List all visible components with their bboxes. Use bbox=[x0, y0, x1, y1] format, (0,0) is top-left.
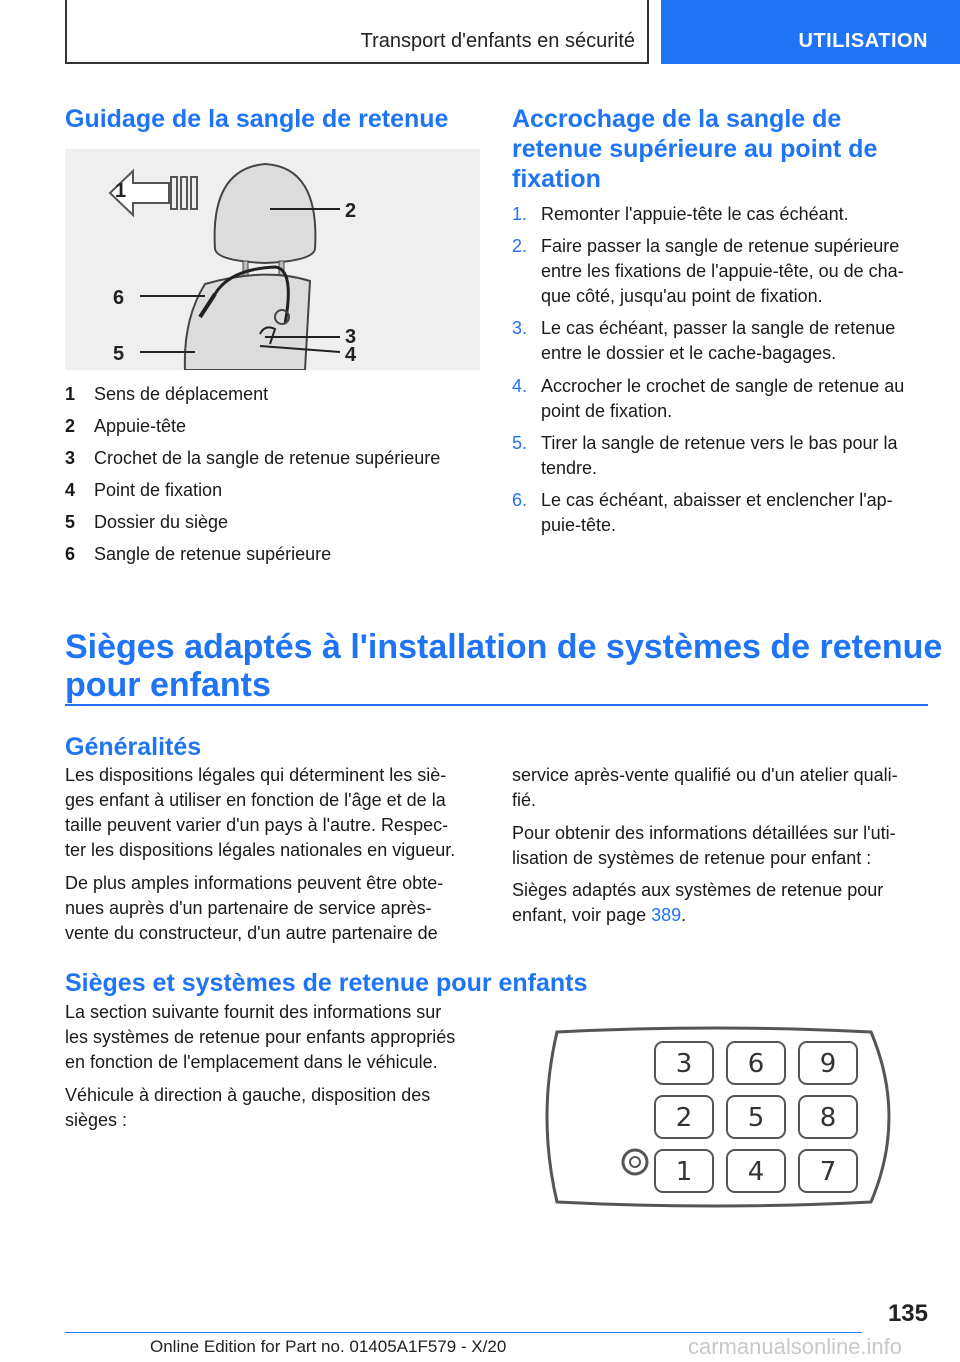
footer-edition: Online Edition for Part no. 01405A1F579 - X/20 bbox=[150, 1337, 507, 1356]
header-chapter-box bbox=[65, 0, 649, 64]
step-item: 4. Accrocher le crochet de sangle de retenue au point de fixation. bbox=[512, 376, 905, 421]
footer-divider bbox=[65, 1332, 862, 1333]
header-chapter: Transport d'enfants en sécurité bbox=[360, 30, 635, 52]
generalites-left-para1: Les dispositions légales qui déterminent les siè- ges enfant à utiliser en fonction de l'âge et de la taille peuvent varier d'un pays à l'autre. Respec- ter les dispositions légales nationales en vigueur. bbox=[65, 765, 456, 860]
generalites-heading: Généralités bbox=[65, 733, 202, 761]
systemes-heading: Sièges et systèmes de retenue pour enfants bbox=[65, 969, 588, 997]
systemes-para2: Véhicule à direction à gauche, disposition des sièges : bbox=[65, 1085, 431, 1130]
page-link[interactable]: 389 bbox=[651, 905, 682, 925]
figure-label-2: 2 bbox=[345, 200, 357, 222]
headrest-figure bbox=[65, 149, 480, 370]
figure-label-3: 3 bbox=[345, 326, 357, 348]
step-item: 6. Le cas échéant, abaisser et enclencher l'ap- puie-tête. bbox=[512, 490, 893, 535]
step-item: 2. Faire passer la sangle de retenue supérieure entre les fixations de l'appuie-tête, ou de cha- que côté, jusqu'au point de fixation. bbox=[512, 236, 904, 306]
figure-label-4: 4 bbox=[345, 344, 357, 366]
step-item: 3. Le cas échéant, passer la sangle de retenue entre le dossier et le cache-bagages. bbox=[512, 318, 896, 363]
seat-layout-figure bbox=[535, 1022, 915, 1212]
section-title: Sièges adaptés à l'installation de systèmes de retenue pour enfants bbox=[65, 628, 943, 704]
section-divider bbox=[65, 704, 928, 706]
seat-number: 6 bbox=[747, 1049, 765, 1079]
seat-number: 1 bbox=[675, 1157, 693, 1187]
seat-number: 2 bbox=[675, 1103, 693, 1133]
step-item: 1. Remonter l'appuie-tête le cas échéant. bbox=[512, 204, 849, 224]
header-section: UTILISATION bbox=[798, 30, 928, 52]
systemes-para1: La section suivante fournit des informations sur les systèmes de retenue pour enfants appropriés en fonction de l'emplacement dans le véhicule. bbox=[65, 1002, 456, 1072]
generalites-right-para1: service après-vente qualifié ou d'un atelier quali- fié. bbox=[512, 765, 898, 810]
page-number: 135 bbox=[887, 1300, 928, 1327]
left-heading: Guidage de la sangle de retenue bbox=[65, 105, 449, 133]
figure-label-1: 1 bbox=[115, 180, 127, 202]
figure-label-5: 5 bbox=[113, 343, 125, 365]
seat-number: 5 bbox=[747, 1103, 765, 1133]
header-section-box bbox=[661, 0, 960, 64]
seat-number: 4 bbox=[747, 1157, 765, 1187]
seat-number: 8 bbox=[819, 1103, 837, 1133]
generalites-right-para3: Sièges adaptés aux systèmes de retenue pour enfant, voir page 389. bbox=[512, 880, 884, 925]
seat-number: 3 bbox=[675, 1049, 693, 1079]
step-item: 5. Tirer la sangle de retenue vers le bas pour la tendre. bbox=[512, 433, 898, 478]
seat-number: 7 bbox=[819, 1157, 837, 1187]
generalites-right-para2: Pour obtenir des informations détaillées sur l'uti- lisation de systèmes de retenue pour enfant : bbox=[512, 823, 896, 868]
right-heading: Accrochage de la sangle de retenue supérieure au point de fixation bbox=[512, 105, 878, 193]
figure-label-6: 6 bbox=[113, 287, 125, 309]
footer-watermark: carmanualsonline.info bbox=[688, 1334, 903, 1359]
generalites-left-para2: De plus amples informations peuvent être obte- nues auprès d'un partenaire de service après- vente du constructeur, d'un autre partenaire de bbox=[65, 873, 444, 943]
seat-number: 9 bbox=[819, 1049, 837, 1079]
